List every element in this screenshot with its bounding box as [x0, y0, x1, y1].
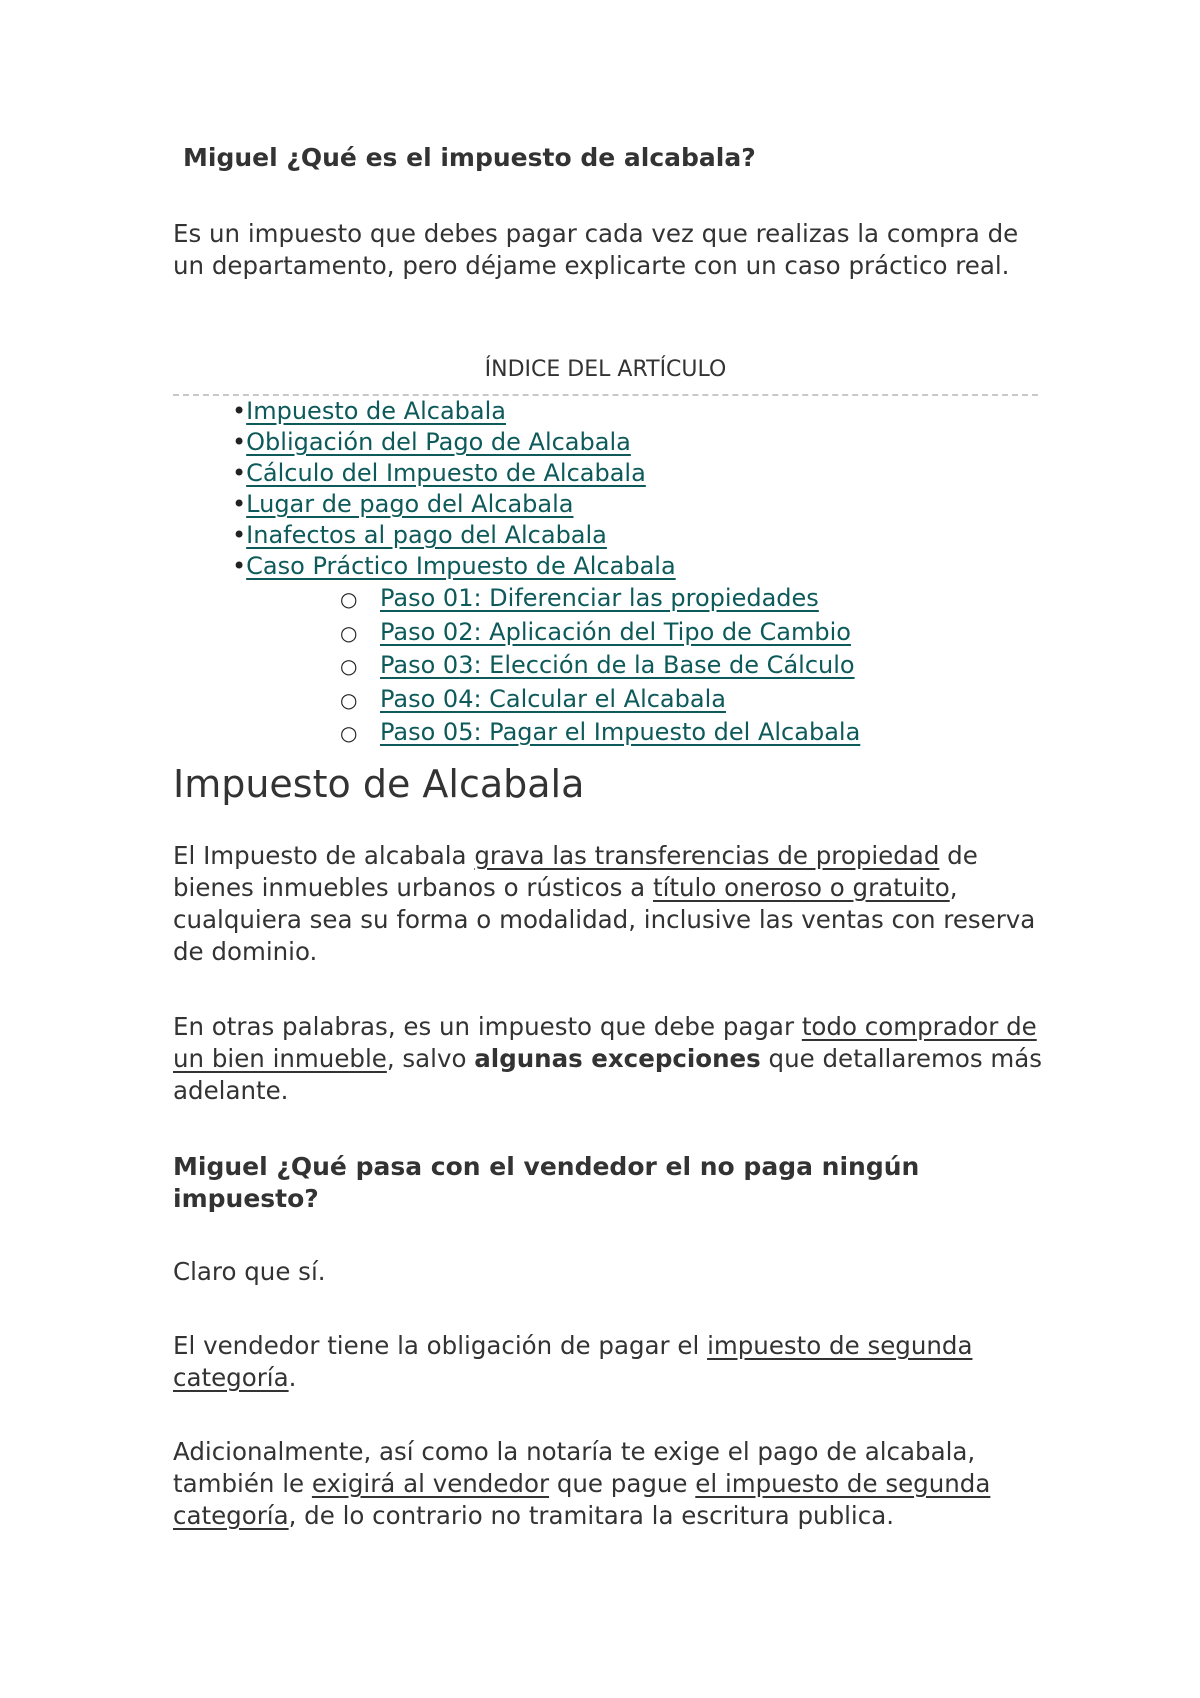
toc-item — [232, 458, 676, 489]
toc-subitem — [340, 582, 860, 616]
bullet-icon: • — [232, 428, 247, 456]
text-span: que pague — [549, 1469, 696, 1498]
toc-link-inafectos[interactable]: Inafectos al pago del Alcabala — [246, 521, 607, 549]
toc-link-paso-05[interactable]: Paso 05: Pagar el Impuesto del Alcabala — [380, 718, 861, 746]
toc-title: ÍNDICE DEL ARTÍCULO — [484, 357, 727, 382]
circle-bullet-icon: ○ — [340, 587, 358, 611]
text-span: Adicionalmente, así como la notaría te exige el pago de alcabala, también le — [173, 1437, 976, 1498]
question-vendedor: Miguel ¿Qué pasa con el vendedor el no paga ningún impuesto? — [173, 1152, 920, 1213]
toc-item — [232, 427, 676, 458]
toc-link-obligacion[interactable]: Obligación del Pago de Alcabala — [246, 428, 631, 456]
toc-link-caso[interactable]: Caso Práctico Impuesto de Alcabala — [246, 552, 676, 580]
toc-link-paso-01[interactable]: Paso 01: Diferenciar las propiedades — [380, 584, 819, 612]
link-todo-comprador[interactable]: todo comprador de un bien inmueble — [173, 1012, 1037, 1073]
toc-link-lugar[interactable]: Lugar de pago del Alcabala — [246, 490, 574, 518]
circle-bullet-icon: ○ — [340, 687, 358, 712]
link-grava-transferencias[interactable]: grava las transferencias de propiedad — [474, 841, 940, 870]
bullet-icon: • — [232, 459, 247, 487]
text-span: de bienes inmuebles urbanos o rústicos a — [173, 841, 978, 902]
intro-question: Miguel ¿Qué es el impuesto de alcabala? — [183, 143, 756, 172]
link-exigira-vendedor[interactable]: exigirá al vendedor — [311, 1469, 550, 1498]
toc-link-paso-03[interactable]: Paso 03: Elección de la Base de Cálculo — [380, 651, 855, 679]
text-span: , salvo — [386, 1044, 475, 1073]
bullet-icon: • — [232, 521, 247, 549]
text-span: que detallaremos más adelante. — [173, 1044, 1043, 1105]
bullet-icon: • — [232, 552, 247, 580]
toc-item — [232, 551, 676, 582]
toc-link-paso-02[interactable]: Paso 02: Aplicación del Tipo de Cambio — [380, 617, 851, 646]
toc-item — [232, 520, 676, 551]
paragraph-vendedor — [173, 1330, 1043, 1394]
paragraph-adicionalmente — [173, 1436, 1043, 1532]
paragraph-claro: Claro que sí. — [173, 1257, 326, 1286]
text-span: . — [288, 1363, 297, 1392]
bullet-icon: • — [232, 490, 247, 518]
intro-answer: Es un impuesto que debes pagar cada vez que realizas la compra de un departamento, pero déjame explicarte con un caso práctico real. — [173, 219, 1019, 280]
toc-subitem — [340, 716, 860, 750]
text-span: El vendedor tiene la obligación de pagar el — [173, 1331, 708, 1360]
text-span: , de lo contrario no tramitara la escritura publica. — [288, 1501, 895, 1530]
link-el-impuesto-segunda[interactable]: el impuesto de segunda categoría — [173, 1469, 991, 1530]
toc-subitem — [340, 616, 860, 650]
bold-excepciones: algunas excepciones — [474, 1044, 761, 1073]
toc-subitem — [340, 683, 860, 717]
toc-sublist — [340, 582, 860, 750]
toc-link-impuesto[interactable]: Impuesto de Alcabala — [246, 397, 506, 425]
circle-bullet-icon: ○ — [340, 620, 358, 645]
toc-subitem — [340, 649, 860, 683]
text-span: , cualquiera sea su forma o modalidad, inclusive las ventas con reserva de dominio. — [173, 873, 1036, 966]
section-heading: Impuesto de Alcabala — [173, 762, 585, 806]
bullet-icon: • — [232, 397, 247, 425]
text-span: El Impuesto de alcabala — [173, 841, 475, 870]
paragraph-definition — [173, 840, 1043, 968]
toc-link-calculo[interactable]: Cálculo del Impuesto de Alcabala — [246, 459, 646, 487]
text-span: En otras palabras, es un impuesto que debe pagar — [173, 1012, 802, 1041]
toc-item — [232, 489, 676, 520]
circle-bullet-icon: ○ — [340, 654, 358, 678]
toc-list — [232, 396, 676, 582]
circle-bullet-icon: ○ — [340, 721, 358, 745]
toc-item — [232, 396, 676, 427]
toc-link-paso-04[interactable]: Paso 04: Calcular el Alcabala — [380, 684, 726, 713]
paragraph-otras-palabras — [173, 1011, 1043, 1107]
link-titulo-oneroso[interactable]: título oneroso o gratuito — [652, 873, 950, 902]
link-impuesto-segunda[interactable]: impuesto de segunda categoría — [173, 1331, 973, 1392]
